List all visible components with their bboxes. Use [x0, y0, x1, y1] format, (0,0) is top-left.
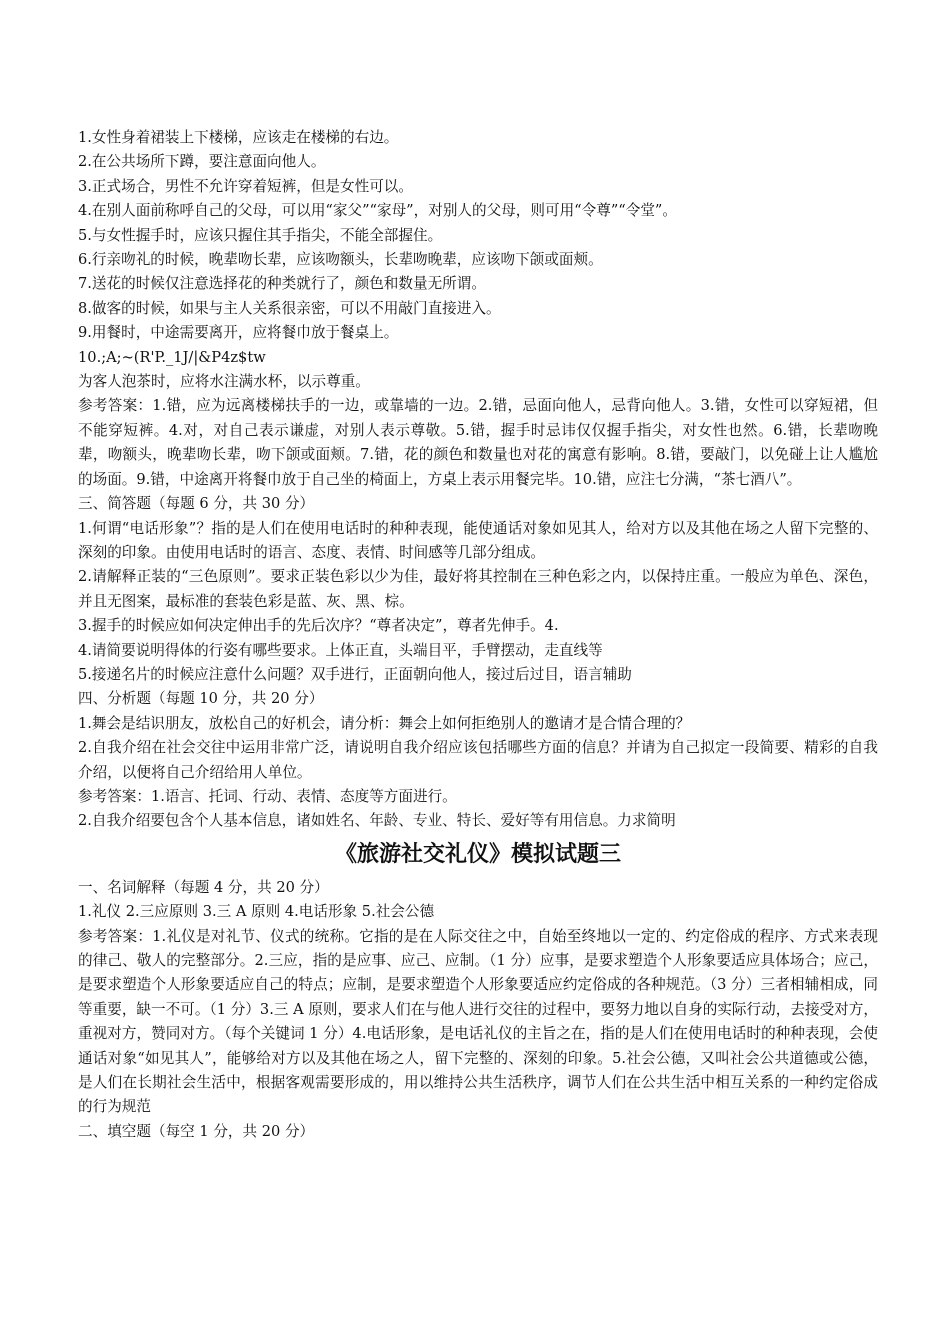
tf-question-5: 5.与女性握手时，应该只握住其手指尖，不能全部握住。 — [78, 226, 443, 244]
short-answer-3: 3.握手的时候应如何决定伸出手的先后次序？“尊者决定”，尊者先伸手。4. — [78, 617, 559, 635]
section-heading-analysis: 四、分析题（每题 10 分，共 20 分） — [78, 690, 324, 708]
section-heading-definitions: 一、名词解释（每题 4 分，共 20 分） — [78, 878, 329, 896]
part2-section — [78, 876, 878, 1144]
section-heading-fill-blank: 二、填空题（每空 1 分，共 20 分） — [78, 1122, 315, 1140]
analysis-question-1: 1.舞会是结识朋友，放松自己的好机会，请分析：舞会上如何拒绝别人的邀请才是合情合理的？ — [78, 714, 691, 732]
short-answer-2: 2.请解释正装的“三色原则”。要求正装色彩以少为佳，最好将其控制在三种色彩之内，以保持庄重。一般应为单色、深色，并且无图案，最标准的套装色彩是蓝、灰、黑、棕。 — [78, 568, 878, 610]
short-answer-1: 1.何谓“电话形象”？指的是人们在使用电话时的种种表现，能使通话对象如见其人，给对方以及其他在场之人留下完整的、深刻的印象。由使用电话时的语言、态度、表情、时间感等几部分组成。 — [78, 519, 878, 561]
tf-question-10: 为客人泡茶时，应将水注满水杯，以示尊重。 — [78, 373, 370, 391]
analysis-answer-1: 参考答案：1.语言、托词、行动、表情、态度等方面进行。 — [78, 787, 457, 805]
short-answer-5: 5.接递名片的时候应注意什么问题？双手进行，正面朝向他人，接过后过目，语言辅助 — [78, 665, 632, 683]
tf-question-6: 6.行亲吻礼的时候，晚辈吻长辈，应该吻额头，长辈吻晚辈，应该吻下颌或面颊。 — [78, 251, 603, 269]
analysis-question-2: 2.自我介绍在社会交往中运用非常广泛，请说明自我介绍应该包括哪些方面的信息？并请为自己拟定一段简要、精彩的自我介绍，以便将自己介绍给用人单位。 — [78, 739, 878, 781]
definition-answer-key: 参考答案：1.礼仪是对礼节、仪式的统称。它指的是在人际交往之中，自始至终地以一定的、约定俗成的程序、方式来表现的律己、敬人的完整部分。2.三应，指的是应事、应己、应制。（1 分）应事，是要求塑造个人形象要适应具体场合；应己，是要求塑造个人形象要适应自己的特点；应制，是要求塑造个人形象要适应约定俗成的各种规范。（3 分）三者相辅相成，同等重要，缺一不可。（1 分）3.三 A 原则，要求人们在与他人进行交往的过程中，要努力地以自身的实际行动，去接受对方，重视对方，赞同对方。（每个关键词 1 分）4.电话形象，是电话礼仪的主旨之在，指的是人们在使用电话时的种种表现，会使通话对象“如见其人”，能够给对方以及其他在场之人，留下完整的、深刻的印象。5.社会公德，又叫社会公共道德或公德，是人们在长期社会生活中，根据客观需要形成的，用以维持公共生活秩序，调节人们在公共生活中相互关系的一种约定俗成的行为规范 — [78, 927, 878, 1116]
tf-question-10-garbled: 10.;A;~(R'P._1J/|&P4z$tw — [78, 348, 266, 366]
tf-question-1: 1.女性身着裙装上下楼梯，应该走在楼梯的右边。 — [78, 129, 399, 146]
section-heading-short-answer: 三、简答题（每题 6 分，共 30 分） — [78, 495, 315, 513]
short-answer-4: 4.请简要说明得体的行姿有哪些要求。上体正直，头端目平，手臂摆动，走直线等 — [78, 641, 603, 659]
tf-question-9: 9.用餐时，中途需要离开，应将餐巾放于餐桌上。 — [78, 324, 399, 342]
definition-terms: 1.礼仪 2.三应原则 3.三 A 原则 4.电话形象 5.社会公德 — [78, 903, 435, 921]
document-page — [78, 126, 878, 1144]
exam-title: 《旅游社交礼仪》模拟试题三 — [334, 841, 621, 867]
tf-question-7: 7.送花的时候仅注意选择花的种类就行了，颜色和数量无所谓。 — [78, 275, 486, 293]
tf-question-3: 3.正式场合，男性不允许穿着短裤，但是女性可以。 — [78, 177, 413, 195]
tf-answer-key: 参考答案：1.错，应为远离楼梯扶手的一边，或靠墙的一边。2.错，忌面向他人，忌背向他人。3.错，女性可以穿短裙，但不能穿短裤。4.对，对自己表示谦虚，对别人表示尊敬。5.错，握手时忌讳仅仅握手指尖，对女性也然。6.错，长辈吻晚辈，吻额头，晚辈吻长辈，吻下颌或面颊。7.错，花的颜色和数量也对花的寓意有影响。8.错，要敲门，以免碰上让人尴尬的场面。9.错，中途离开将餐巾放于自己坐的椅面上，方桌上表示用餐完毕。10.错，应注七分满，“茶七酒八”。 — [78, 397, 878, 488]
tf-question-2: 2.在公共场所下蹲，要注意面向他人。 — [78, 153, 326, 171]
analysis-answer-2: 2.自我介绍要包含个人基本信息，诸如姓名、年龄、专业、特长、爱好等有用信息。力求简明 — [78, 812, 676, 830]
part1-section — [78, 126, 878, 834]
tf-question-4: 4.在别人面前称呼自己的父母，可以用“家父”“家母”，对别人的父母，则可用“令尊”“令堂”。 — [78, 202, 677, 220]
tf-question-8: 8.做客的时候，如果与主人关系很亲密，可以不用敲门直接进入。 — [78, 299, 501, 317]
